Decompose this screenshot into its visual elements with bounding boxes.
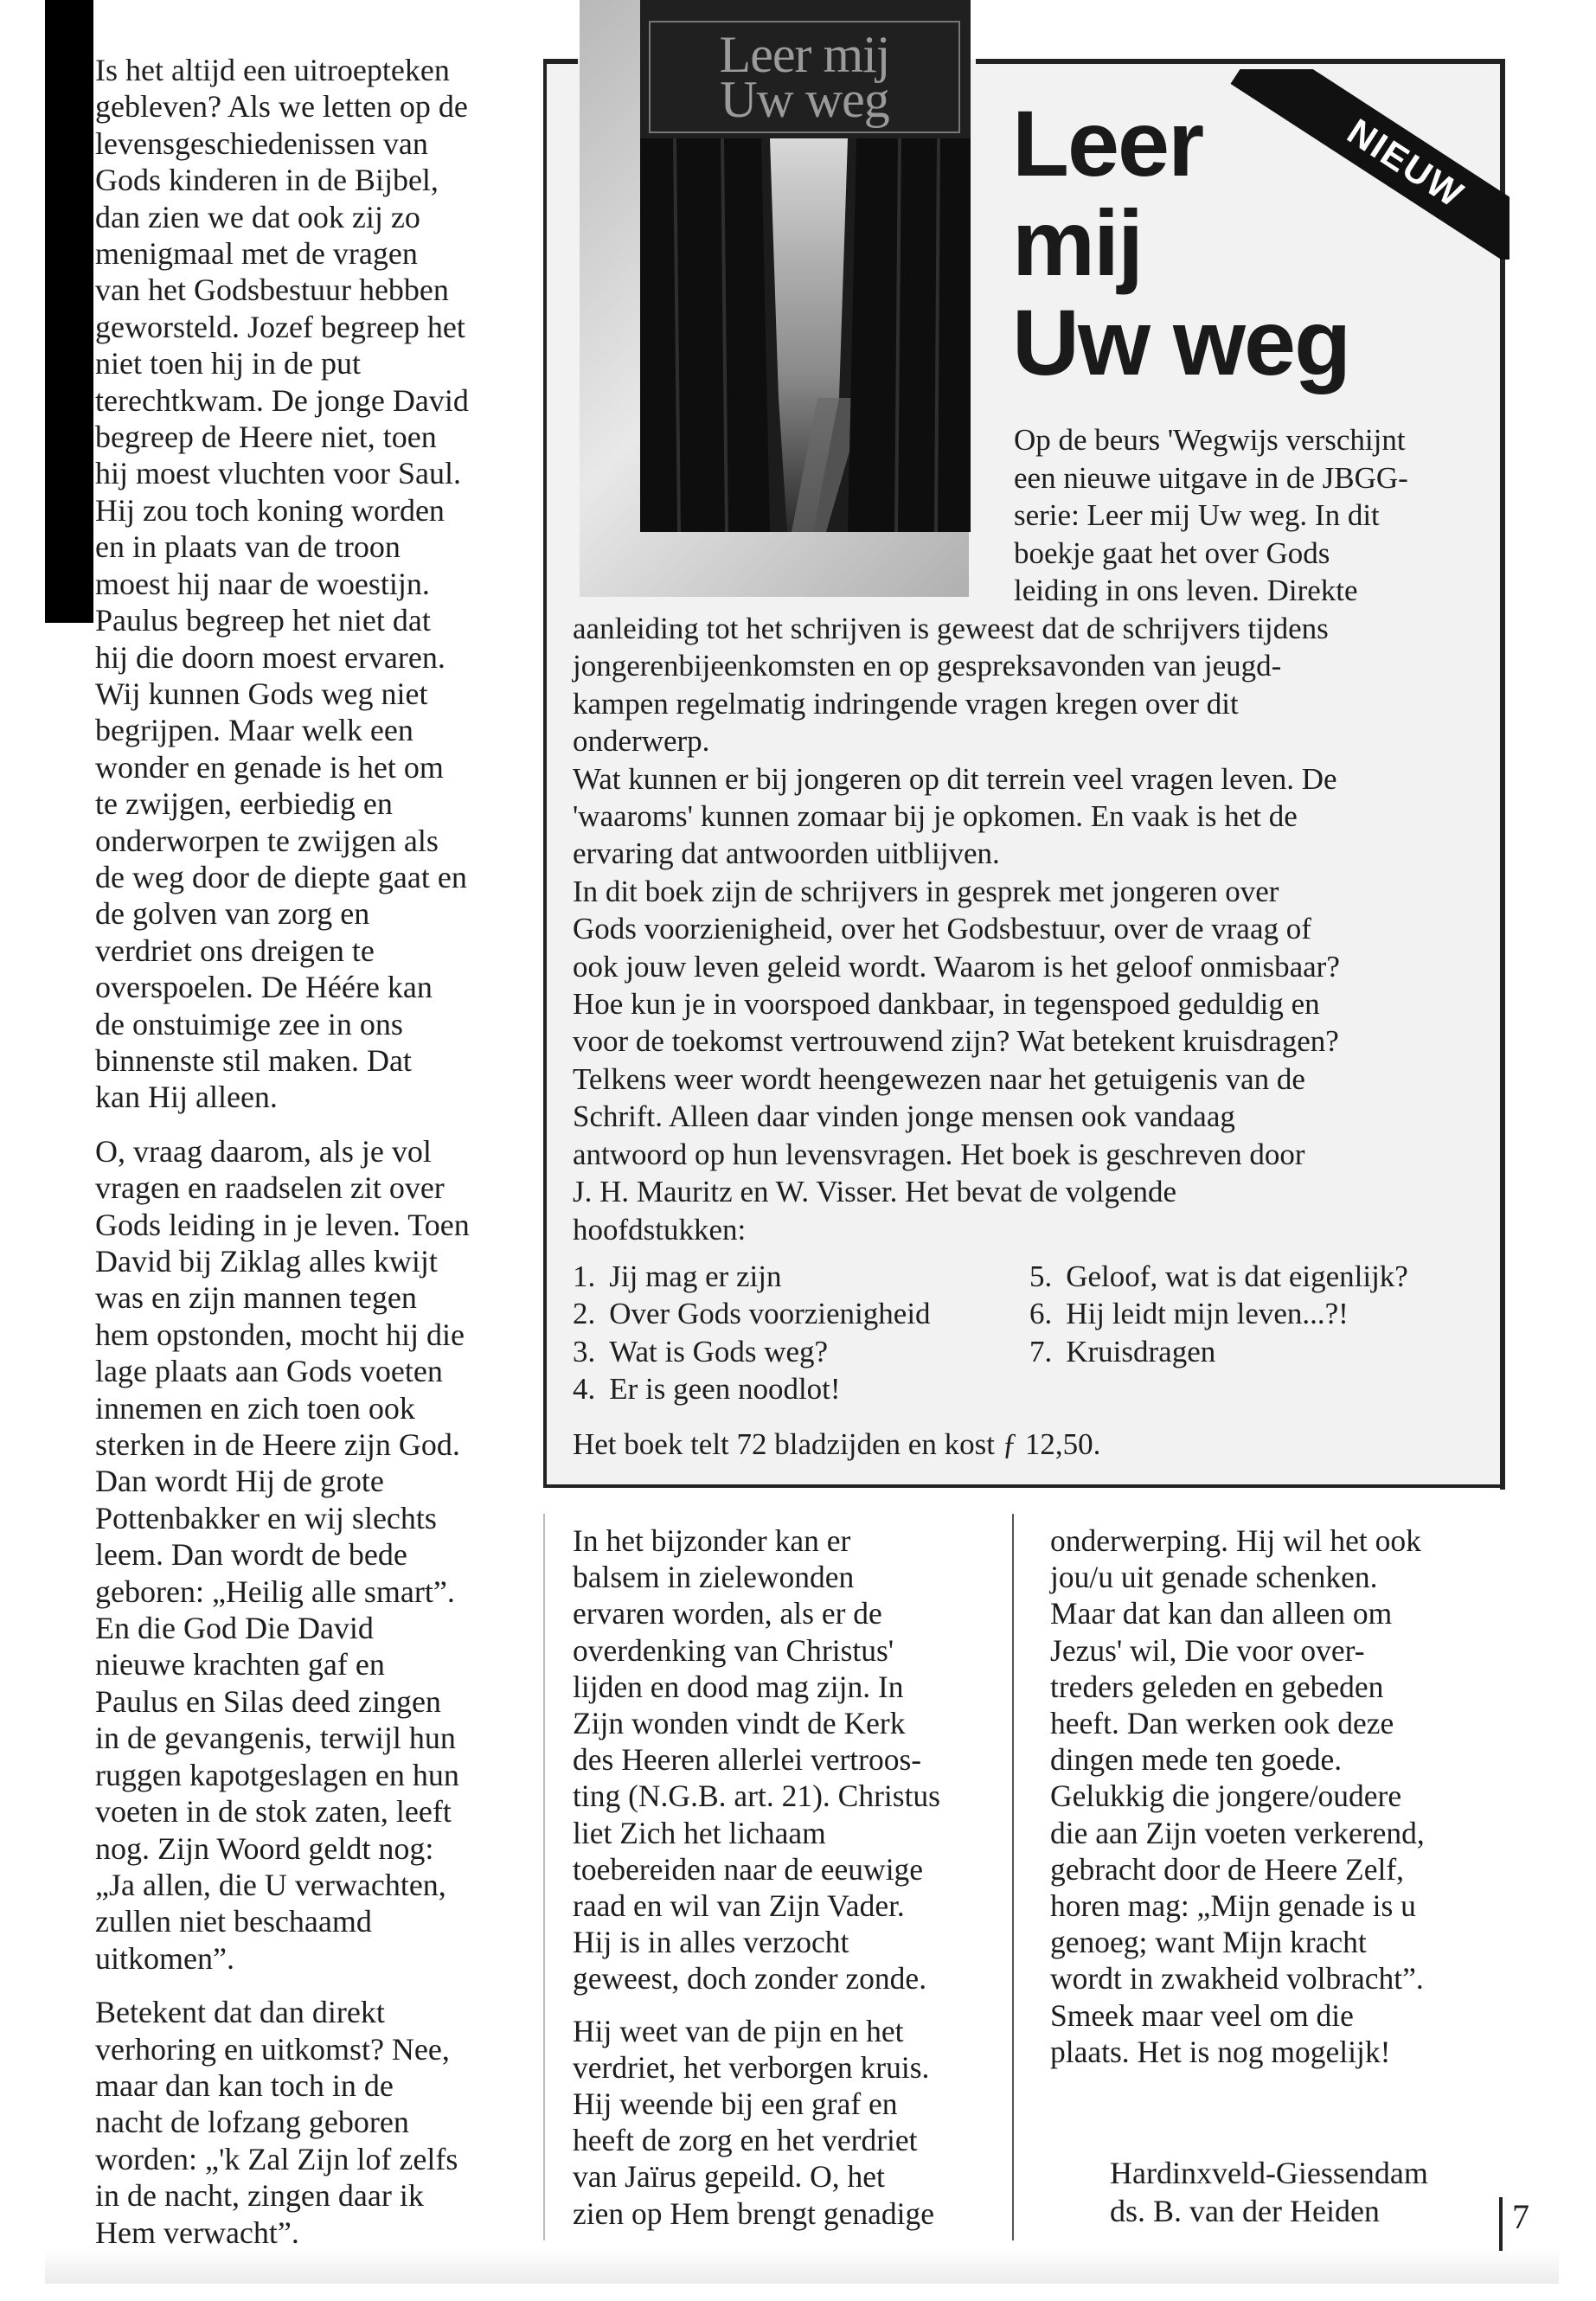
- chapter-item: [573, 1295, 931, 1332]
- text-line: Paulus en Silas deed zingen: [95, 1683, 441, 1719]
- text-line: Gods voorzienigheid, over het Godsbestuur, over de vraag of: [573, 912, 1311, 946]
- text-line: toebereiden naar de eeuwige: [573, 1851, 924, 1887]
- text-line: overspoelen. De Héére kan: [95, 970, 433, 1005]
- text-line: „Ja allen, die U verwachten,: [95, 1867, 446, 1902]
- column-divider: [1012, 1514, 1014, 2240]
- text-line: uitkomen”.: [95, 1940, 234, 1976]
- chapter-number: 3.: [573, 1334, 596, 1368]
- feature-intro: [1014, 421, 1408, 610]
- scan-edge: [45, 0, 93, 623]
- chapter-title: Over Gods voorzienigheid: [609, 1297, 931, 1331]
- text-line: Pottenbakker en wij slechts: [95, 1500, 437, 1535]
- text-line: wordt in zwakheid volbracht”.: [1050, 1961, 1424, 1997]
- text-line: des Heeren allerlei vertroos-: [573, 1742, 922, 1778]
- text-line: Wat kunnen er bij jongeren op dit terrein veel vragen leven. De: [573, 761, 1337, 796]
- text-line: Hij weet van de pijn en het: [573, 2013, 904, 2048]
- text-line: Zijn wonden vindt de Kerk: [573, 1706, 906, 1741]
- text-line: verdriet, het verborgen kruis.: [573, 2049, 930, 2085]
- text-line: de onstuimige zee in ons: [95, 1006, 403, 1042]
- text-line: In het bijzonder kan er: [573, 1523, 851, 1558]
- chapter-item: [573, 1333, 931, 1370]
- text-line: kampen regelmatig indringende vragen kregen over dit: [573, 686, 1239, 721]
- forest-road-illustration: [640, 138, 971, 532]
- nieuw-strip: [1231, 69, 1509, 260]
- feature-top-rule: [976, 59, 1505, 64]
- cover-title-line-2: Uw weg: [720, 71, 889, 128]
- text-line: die aan Zijn voeten verkerend,: [1050, 1815, 1425, 1850]
- text-line: nieuwe krachten gaf en: [95, 1647, 385, 1682]
- chapter-title: Geloof, wat is dat eigenlijk?: [1066, 1259, 1408, 1293]
- text-line: Telkens weer wordt heengewezen naar het getuigenis van de: [573, 1061, 1305, 1096]
- chapter-item: [1029, 1333, 1408, 1370]
- chapter-title: Hij leidt mijn leven...?!: [1066, 1297, 1349, 1331]
- text-line: lage plaats aan Gods voeten: [95, 1354, 443, 1389]
- text-line: Maar dat kan dan alleen om: [1050, 1596, 1393, 1631]
- text-line: gebleven? Als we letten op de: [95, 89, 468, 125]
- text-line: liet Zich het lichaam: [573, 1815, 826, 1850]
- text-line: O, vraag daarom, als je vol: [95, 1133, 432, 1169]
- text-line: in de nacht, zingen daar ik: [95, 2178, 424, 2214]
- heading-line-2: mij: [1012, 190, 1143, 295]
- chapter-title: Er is geen noodlot!: [609, 1372, 841, 1407]
- chapter-number: 1.: [573, 1259, 596, 1293]
- text-line: dingen mede ten goede.: [1050, 1742, 1343, 1778]
- column-divider-left: [543, 1514, 545, 2240]
- text-line: dan zien we dat ook zij zo: [95, 199, 420, 234]
- text-line: ervaring dat antwoorden uitblijven.: [573, 836, 1000, 871]
- text-line: innemen en zich toen ook: [95, 1390, 415, 1426]
- text-line: Betekent dat dan direkt: [95, 1995, 385, 2030]
- left-column: [95, 52, 528, 2268]
- text-line: ervaren worden, als er de: [573, 1596, 882, 1631]
- text-line: te zwijgen, eerbiedig en: [95, 786, 393, 822]
- text-line: zien op Hem brengt genadige: [573, 2195, 934, 2231]
- text-line: voeten in de stok zaten, leeft: [95, 1794, 452, 1830]
- chapter-list-right: [1029, 1258, 1408, 1370]
- text-line: Dan wordt Hij de grote: [95, 1464, 384, 1499]
- text-line: plaats. Het is nog mogelijk!: [1050, 2034, 1391, 2069]
- feature-right-rule: [1500, 59, 1505, 1490]
- signature-author: ds. B. van der Heiden: [1110, 2194, 1380, 2228]
- chapter-item: [573, 1370, 931, 1407]
- feature-corner-tick: [543, 59, 578, 64]
- text-line: van het Godsbestuur hebben: [95, 272, 449, 308]
- text-line: Gods kinderen in de Bijbel,: [95, 163, 439, 198]
- chapter-title: Kruisdragen: [1066, 1334, 1216, 1368]
- chapter-item: [1029, 1295, 1408, 1332]
- text-line: hoofdstukken:: [573, 1212, 747, 1247]
- text-line: binnenste stil maken. Dat: [95, 1042, 412, 1078]
- text-line: een nieuwe uitgave in de JBGG-: [1014, 460, 1408, 495]
- text-line: balsem in zielewonden: [573, 1560, 855, 1595]
- text-line: sterken in de Heere zijn God.: [95, 1427, 460, 1463]
- text-line: Smeek maar veel om die: [1050, 1997, 1354, 2033]
- nieuw-badge: [1207, 69, 1509, 260]
- text-line: hij moest vluchten voor Saul.: [95, 456, 461, 491]
- text-line: de golven van zorg en: [95, 896, 370, 932]
- text-line: in de gevangenis, terwijl hun: [95, 1721, 456, 1756]
- text-line: overdenking van Christus': [573, 1632, 894, 1668]
- text-line: ook jouw leven geleid wordt. Waarom is het geloof onmisbaar?: [573, 949, 1340, 984]
- text-line: Hem verwacht”.: [95, 2214, 299, 2250]
- text-line: Hij is in alles verzocht: [573, 1925, 849, 1960]
- text-line: antwoord op hun levensvragen. Het boek is geschreven door: [573, 1137, 1305, 1171]
- text-line: geweest, doch zonder zonde.: [573, 1961, 927, 1997]
- left-paragraph-2: [95, 1133, 528, 1977]
- text-line: ruggen kapotgeslagen en hun: [95, 1757, 459, 1792]
- text-line: voor de toekomst vertrouwend zijn? Wat betekent kruisdragen?: [573, 1024, 1339, 1059]
- text-line: aanleiding tot het schrijven is geweest dat de schrijvers tijdens: [573, 612, 1329, 645]
- chapter-number: 4.: [573, 1372, 596, 1407]
- book-cover-title: [649, 21, 960, 133]
- text-line: niet toen hij in de put: [95, 346, 361, 381]
- text-line: onderworpen te zwijgen als: [95, 823, 439, 858]
- text-line: Wij kunnen Gods weg niet: [95, 676, 428, 711]
- text-line: boekje gaat het over Gods: [1014, 535, 1330, 570]
- text-line: Hij weende bij een graf en: [573, 2086, 898, 2122]
- text-line: de weg door de diepte gaat en: [95, 859, 467, 894]
- text-line: raad en wil van Zijn Vader.: [573, 1888, 905, 1924]
- text-line: begreep de Heere niet, toen: [95, 420, 437, 455]
- chapter-list-left: [573, 1258, 931, 1408]
- text-line: 'waaroms' kunnen zomaar bij je opkomen. En vaak is het de: [573, 799, 1298, 834]
- text-line: levensgeschiedenissen van: [95, 125, 428, 161]
- text-line: ting (N.G.B. art. 21). Christus: [573, 1779, 940, 1814]
- text-line: hem opstonden, mocht hij die: [95, 1317, 465, 1352]
- page-number: 7: [1512, 2197, 1529, 2236]
- text-line: geboren: „Heilig alle smart”.: [95, 1574, 455, 1609]
- chapter-number: 2.: [573, 1297, 596, 1331]
- chapter-title: Jij mag er zijn: [609, 1259, 782, 1293]
- book-cover: [580, 0, 969, 597]
- right-column: [1050, 1522, 1425, 2070]
- text-line: geworsteld. Jozef begreep het: [95, 309, 465, 344]
- text-line: onderwerping. Hij wil het ook: [1050, 1523, 1421, 1558]
- text-line: Paulus begreep het niet dat: [95, 603, 431, 638]
- text-line: Hoe kun je in voorspoed dankbaar, in tegenspoed geduldig en: [573, 987, 1320, 1022]
- text-line: heeft de zorg en het verdriet: [573, 2123, 918, 2158]
- heading-line-1: Leer: [1012, 91, 1203, 195]
- text-line: wonder en genade is het om: [95, 749, 444, 785]
- middle-paragraph-1: [573, 1522, 940, 1997]
- text-line: begrijpen. Maar welk een: [95, 713, 413, 748]
- signature: [1110, 2154, 1428, 2230]
- signature-place: Hardinxveld-Giessendam: [1110, 2156, 1428, 2190]
- text-line: nacht de lofzang geboren: [95, 2105, 409, 2140]
- text-line: was en zijn mannen tegen: [95, 1280, 417, 1316]
- text-line: hij die doorn moest ervaren.: [95, 639, 445, 675]
- text-line: treders geleden en gebeden: [1050, 1669, 1384, 1704]
- text-line: verhoring en uitkomst? Nee,: [95, 2031, 450, 2067]
- text-line: vragen en raadselen zit over: [95, 1170, 445, 1206]
- text-line: leiding in ons leven. Direkte: [1014, 574, 1358, 607]
- price-line: Het boek telt 72 bladzijden en kost ƒ 12,50.: [573, 1427, 1101, 1461]
- text-line: J. H. Mauritz en W. Visser. Het bevat de volgende: [573, 1175, 1177, 1209]
- text-line: In dit boek zijn de schrijvers in gesprek met jongeren over: [573, 874, 1279, 908]
- heading-line-3: Uw weg: [1012, 290, 1350, 394]
- text-line: leem. Dan wordt de bede: [95, 1537, 407, 1573]
- book-cover-image: [640, 0, 971, 532]
- chapter-number: 6.: [1029, 1297, 1053, 1331]
- text-line: Jezus' wil, Die voor over-: [1050, 1632, 1365, 1668]
- text-line: David bij Ziklag alles kwijt: [95, 1244, 438, 1279]
- cover-title-line-1: Leer mij: [719, 26, 890, 83]
- chapter-number: 7.: [1029, 1334, 1053, 1368]
- text-line: Gods leiding in je leven. Toen: [95, 1207, 470, 1242]
- text-line: worden: „'k Zal Zijn lof zelfs: [95, 2141, 458, 2176]
- text-line: Gelukkig die jongere/oudere: [1050, 1779, 1402, 1814]
- text-line: Op de beurs 'Wegwijs verschijnt: [1014, 423, 1406, 457]
- text-line: lijden en dood mag zijn. In: [573, 1669, 904, 1704]
- text-line: heeft. Dan werken ook deze: [1050, 1706, 1394, 1741]
- chapter-title: Wat is Gods weg?: [609, 1334, 829, 1368]
- nieuw-label: NIEUW: [1340, 111, 1471, 216]
- text-line: terechtkwam. De jonge David: [95, 382, 469, 418]
- text-line: nog. Zijn Woord geldt nog:: [95, 1830, 434, 1866]
- text-line: Schrift. Alleen daar vinden jonge mensen ook vandaag: [573, 1099, 1235, 1134]
- middle-paragraph-2: [573, 2013, 940, 2232]
- text-line: en in plaats van de troon: [95, 529, 401, 565]
- middle-column: [573, 1522, 940, 2247]
- text-line: Hij zou toch koning worden: [95, 492, 445, 528]
- page-number-rule: [1499, 2197, 1503, 2251]
- text-line: gebracht door de Heere Zelf,: [1050, 1851, 1405, 1887]
- text-line: genoeg; want Mijn kracht: [1050, 1925, 1367, 1960]
- text-line: van Jaïrus gepeild. O, het: [573, 2159, 885, 2195]
- text-line: serie: Leer mij Uw weg. In dit: [1014, 498, 1380, 532]
- text-line: menigmaal met de vragen: [95, 236, 418, 272]
- text-line: horen mag: „Mijn genade is u: [1050, 1888, 1416, 1924]
- text-line: zullen niet beschaamd: [95, 1904, 372, 1939]
- text-line: Is het altijd een uitroepteken: [95, 53, 450, 87]
- feature-body: [573, 610, 1340, 1248]
- chapter-item: [573, 1258, 931, 1295]
- text-line: verdriet ons dreigen te: [95, 933, 375, 968]
- text-line: kan Hij alleen.: [95, 1080, 278, 1115]
- text-line: En die God Die David: [95, 1611, 374, 1646]
- text-line: jou/u uit genade schenken.: [1050, 1560, 1378, 1595]
- left-paragraph-1: [95, 52, 528, 1116]
- left-paragraph-3: [95, 1994, 528, 2251]
- chapter-item: [1029, 1258, 1408, 1295]
- text-line: moest hij naar de woestijn.: [95, 566, 430, 601]
- text-line: maar dan kan toch in de: [95, 2067, 394, 2103]
- text-line: jongerenbijeenkomsten en op gespreksavonden van jeugd-: [573, 649, 1282, 683]
- text-line: onderwerp.: [573, 724, 710, 759]
- chapter-number: 5.: [1029, 1259, 1053, 1293]
